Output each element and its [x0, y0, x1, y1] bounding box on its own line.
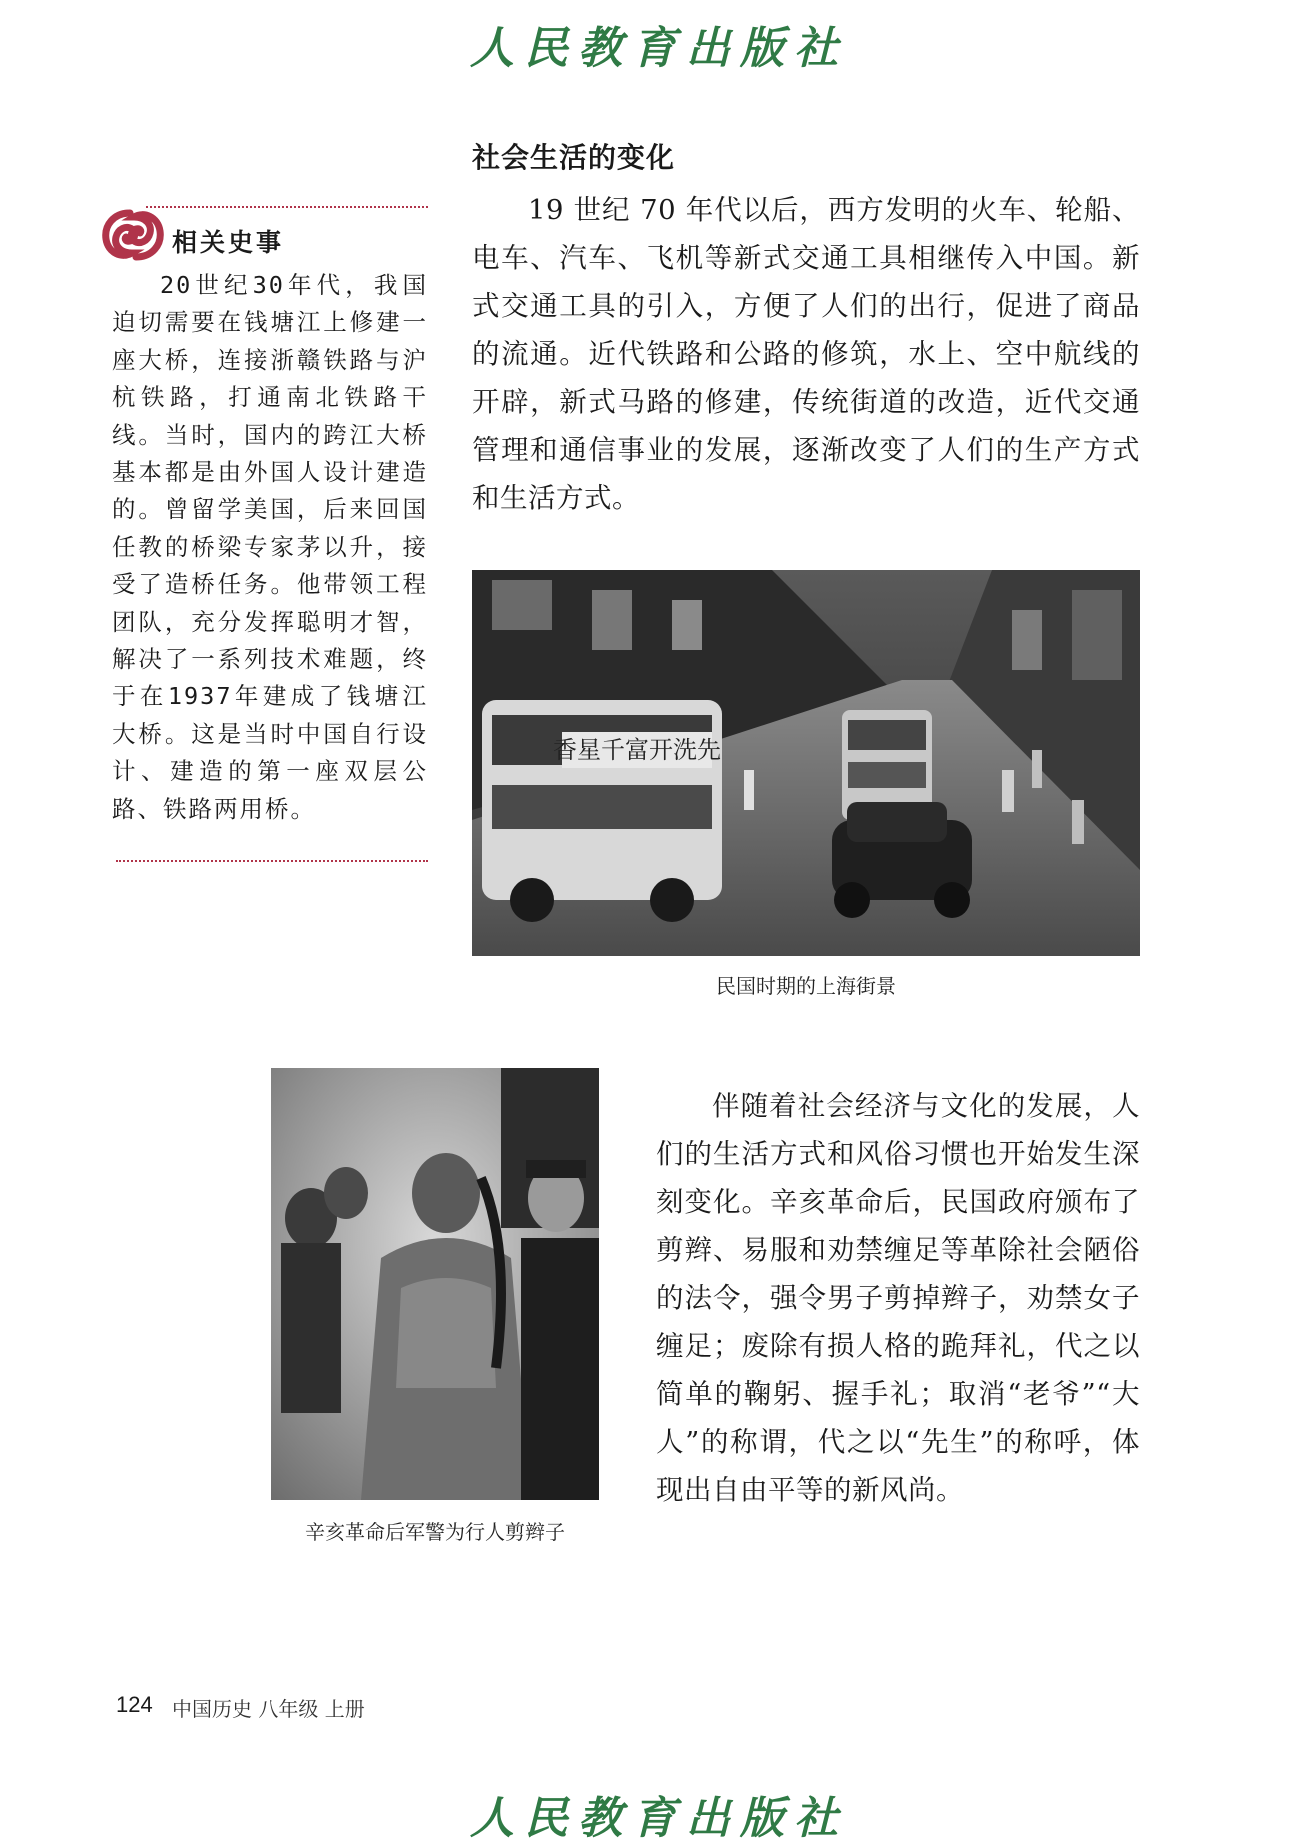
queue-cutting-illustration: [271, 1068, 599, 1500]
section-title: 社会生活的变化: [472, 141, 676, 174]
bus-sign-text: 香星千富开洗先: [553, 736, 721, 764]
shanghai-street-illustration: [472, 570, 1140, 956]
page-number: 124: [116, 1692, 153, 1717]
sidebar-text: 20世纪30年代，我国迫切需要在钱塘江上修建一座大桥，连接浙赣铁路与沪杭铁路，打通南北铁路干线。当时，国内的跨江大桥基本都是由外国人设计建造的。曾留学美国，后来回国任教的桥梁专家茅以升，接受了造桥任务。他带领工程团队，充分发挥聪明才智，解决了一系列技术难题，终于在1937年建成了钱塘江大桥。这是当时中国自行设计、建造的第一座双层公路、铁路两用桥。: [112, 271, 428, 823]
queue-cutting-photo: [271, 1068, 599, 1500]
related-history-icon: [100, 207, 166, 263]
photo-caption-queue: 辛亥革命后军警为行人剪辫子: [305, 1520, 565, 1544]
paragraph-customs: 伴随着社会经济与文化的发展，人们的生活方式和风俗习惯也开始发生深刻变化。辛亥革命后，民国政府颁布了剪辫、易服和劝禁缠足等革除社会陋俗的法令，强令男子剪掉辫子，劝禁女子缠足；废除有损人格的跪拜礼，代之以简单的鞠躬、握手礼；取消“老爷”“大人”的称谓，代之以“先生”的称呼，体现出自由平等的新风尚。: [656, 1090, 1140, 1506]
publisher-logo-footer: 人民教育出版社: [470, 1793, 848, 1844]
sidebar-top-rule: [146, 206, 428, 208]
paragraph-transport: 19 世纪 70 年代以后，西方发明的火车、轮船、电车、汽车、飞机等新式交通工具相继传入中国。新式交通工具的引入，方便了人们的出行，促进了商品的流通。近代铁路和公路的修筑，水上、空中航线的开辟，新式马路的修建，传统街道的改造，近代交通管理和通信事业的发展，逐渐改变了人们的生产方式和生活方式。: [472, 194, 1140, 514]
photo-caption-shanghai: 民国时期的上海街景: [716, 974, 896, 998]
shanghai-street-photo: [472, 570, 1140, 956]
sidebar-title: 相关史事: [172, 228, 285, 257]
sidebar-bottom-rule: [116, 860, 428, 862]
book-title: 中国历史 八年级 上册: [172, 1697, 365, 1721]
publisher-logo: 人民教育出版社: [470, 23, 848, 74]
